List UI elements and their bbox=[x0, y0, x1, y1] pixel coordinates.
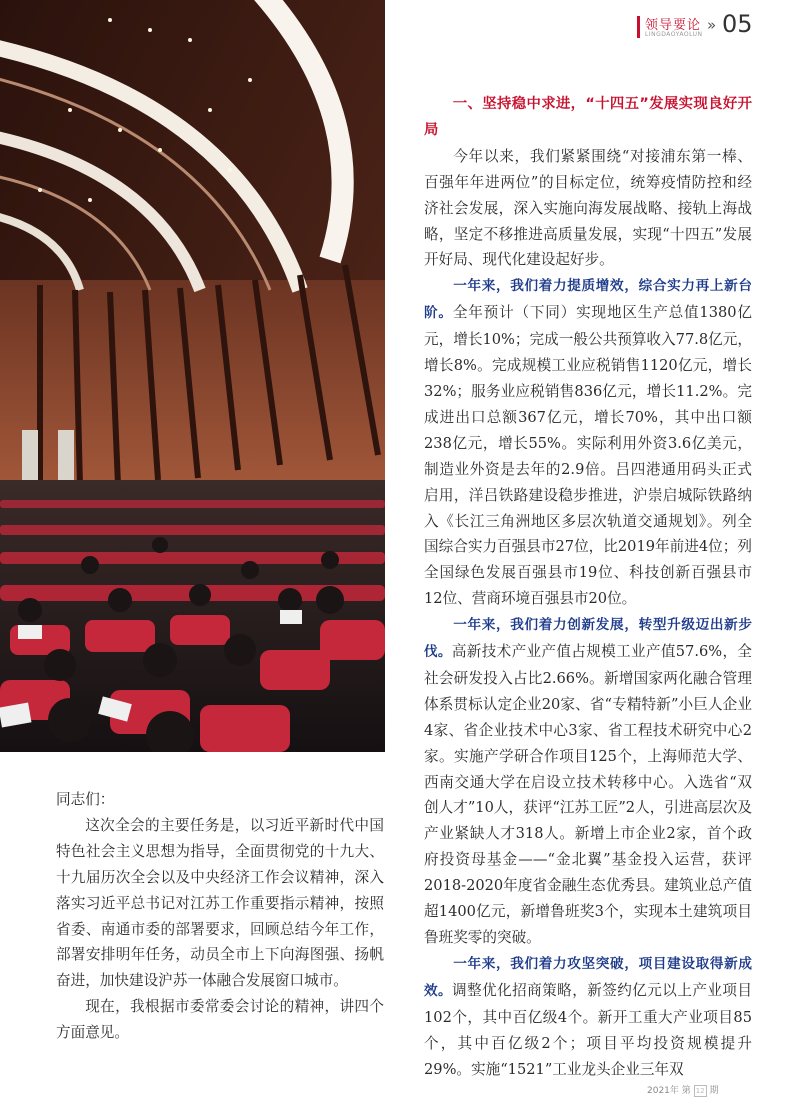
body-text-2: 高新技术产业产值占规模工业产值57.6%，全社会研发投入占比2.66%。新增国家两化融合管理体系贯标认定企业20家、省“专精特新”小巨人企业4家、省企业技术中心3家、省工程技术研究中心2家。实施产学研合作项目125个，上海师范大学、西南交通大学在启设立技术转移中心。入选省“双创人才”10人，获评“江苏工匠”2人，引进高层次及产业紧缺人才318人。新增上市企业2家，首个政府投资母基金——“金北翼”基金投入运营，获评2018-2020年度省金融生态优秀县。建筑业总产值超1400亿元，新增鲁班奖3个，实现本土建筑项目鲁班奖零的突破。 bbox=[424, 643, 752, 946]
issue-footer bbox=[647, 1083, 719, 1097]
item-paragraph-3 bbox=[424, 951, 752, 1083]
left-article-column bbox=[56, 787, 384, 1046]
transition-paragraph: 现在，我根据市委常委会讨论的精神，讲四个方面意见。 bbox=[56, 998, 384, 1042]
issue-di: 第 bbox=[681, 1086, 691, 1096]
right-article-column bbox=[424, 92, 752, 1082]
body-text-1: 全年预计（下同）实现地区生产总值1380亿元，增长10%；完成一般公共预算收入77.8亿元，增长8%。完成规模工业应税销售1120亿元，增长32%；服务业应税销售836亿元，增长11.2%。完成进出口总额367亿元，增长70%，其中出口额238亿元，增长55%。实际利用外资3.6亿美元，制造业外资是去年的2.9倍。吕四港通用码头正式启用，洋吕铁路建设稳步推进，沪崇启城际铁路纳入《长江三角洲地区多层次轨道交通规划》。列全国综合实力百强县市27位，比2019年前进4位；列全国绿色发展百强县市19位、科技创新百强县市12位、营商环境百强县市20位。 bbox=[424, 304, 752, 608]
lead-sentence-1: 一年来，我们着力提质增效，综合实力再上新台阶。 bbox=[424, 278, 752, 322]
salutation: 同志们： bbox=[56, 791, 115, 808]
issue-qi: 期 bbox=[709, 1086, 719, 1096]
item-paragraph-2 bbox=[424, 612, 752, 951]
issue-year: 2021年 bbox=[647, 1086, 679, 1096]
issue-number: 12 bbox=[694, 1085, 707, 1097]
section-heading: 一、坚持稳中求进，“十四五”发展实现良好开局 bbox=[424, 96, 752, 138]
lead-sentence-2: 一年来，我们着力创新发展，转型升级迈出新步伐。 bbox=[424, 617, 752, 661]
lead-sentence-3: 一年来，我们着力攻坚突破，项目建设取得新成效。 bbox=[424, 955, 752, 999]
page-number: 05 bbox=[722, 10, 753, 38]
item-paragraph-1 bbox=[424, 273, 752, 612]
conference-hall-photo bbox=[0, 0, 385, 752]
chevron-right-icon: » bbox=[707, 16, 717, 34]
body-text-3: 调整优化招商策略，新签约亿元以上产业项目102个，其中百亿级4个。新开工重大产业项目85个，其中百亿级2个；项目平均投资规模提升29%。实施“1521”工业龙头企业三年双 bbox=[424, 981, 752, 1078]
opening-paragraph: 这次全会的主要任务是，以习近平新时代中国特色社会主义思想为指导，全面贯彻党的十九大、十九届历次全会以及中央经济工作会议精神，深入落实习近平总书记对江苏工作重要指示精神，按照省委、南通市委的部署要求，回顾总结今年工作，部署安排明年任务，动员全市上下向海图强、扬帆奋进，加快建设沪苏一体融合发展窗口城市。 bbox=[56, 816, 384, 990]
section-pinyin: LINGDAOYAOLUN bbox=[645, 31, 703, 38]
section-marker-bar bbox=[637, 16, 640, 38]
intro-paragraph: 今年以来，我们紧紧围绕“对接浦东第一棒、百强年年进两位”的目标定位，统筹疫情防控和经济社会发展，深入实施向海发展战略、接轨上海战略，坚定不移推进高质量发展，实现“十四五”发展开好局、现代化建设起好步。 bbox=[424, 147, 752, 269]
section-title: 领导要论 bbox=[645, 18, 702, 33]
